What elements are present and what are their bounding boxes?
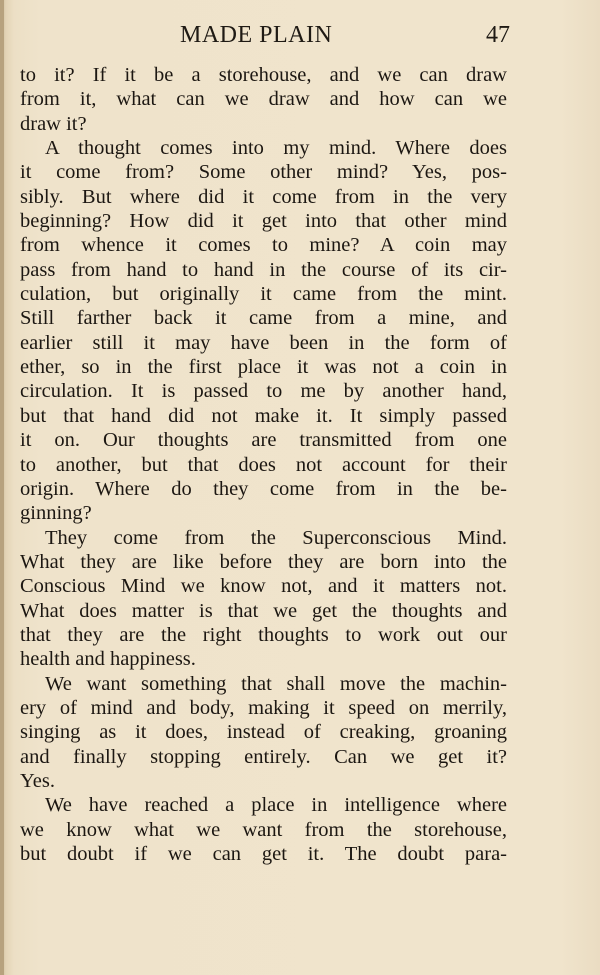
text-line: from whence it comes to mine? A coin may <box>20 234 507 257</box>
text-line: circulation. It is passed to me by another hand, <box>20 380 507 403</box>
text-line: ery of mind and body, making it speed on merrily, <box>20 696 507 719</box>
text-line: Yes. <box>20 769 55 792</box>
text-line: pass from hand to hand in the course of its cir- <box>20 258 507 281</box>
text-line: They come from the Superconscious Mind. <box>45 526 507 549</box>
text-line: ginning? <box>20 502 92 525</box>
text-line: and finally stopping entirely. Can we get it? <box>20 745 507 768</box>
text-line: What does matter is that we get the thoughts and <box>20 599 507 622</box>
page-gutter-edge <box>0 0 4 975</box>
text-line: What they are like before they are born into the <box>20 550 507 573</box>
text-line: We have reached a place in intelligence where <box>45 794 507 817</box>
text-line: sibly. But where did it come from in the very <box>20 185 507 208</box>
text-line: to it? If it be a storehouse, and we can draw <box>20 64 507 86</box>
text-line: we know what we want from the storehouse, <box>20 818 507 841</box>
text-line: Conscious Mind we know not, and it matters not. <box>20 575 507 598</box>
text-line: it come from? Some other mind? Yes, pos- <box>20 161 507 184</box>
text-line: but that hand did not make it. It simply passed <box>20 404 507 427</box>
text-line: We want something that shall move the machin- <box>45 672 507 695</box>
text-line: origin. Where do they come from in the be- <box>20 477 507 500</box>
running-head <box>20 22 510 54</box>
running-head-title: MADE PLAIN <box>180 22 333 48</box>
text-line: that they are the right thoughts to work out our <box>20 623 507 646</box>
page-number: 47 <box>486 22 510 48</box>
text-line: but doubt if we can get it. The doubt para- <box>20 843 507 865</box>
text-line: from it, what can we draw and how can we <box>20 88 507 111</box>
text-line: it on. Our thoughts are transmitted from one <box>20 429 507 452</box>
body-text <box>20 63 507 866</box>
text-line: health and happiness. <box>20 648 196 671</box>
text-line: beginning? How did it get into that other mind <box>20 210 507 233</box>
text-line: culation, but originally it came from the mint. <box>20 283 507 306</box>
text-line: draw it? <box>20 112 87 135</box>
text-line: A thought comes into my mind. Where does <box>45 137 507 160</box>
text-line: Still farther back it came from a mine, and <box>20 307 507 330</box>
text-line: ether, so in the first place it was not a coin in <box>20 356 507 379</box>
text-line: to another, but that does not account for their <box>20 453 507 476</box>
text-line: earlier still it may have been in the form of <box>20 331 507 354</box>
text-line: singing as it does, instead of creaking, groaning <box>20 721 507 744</box>
